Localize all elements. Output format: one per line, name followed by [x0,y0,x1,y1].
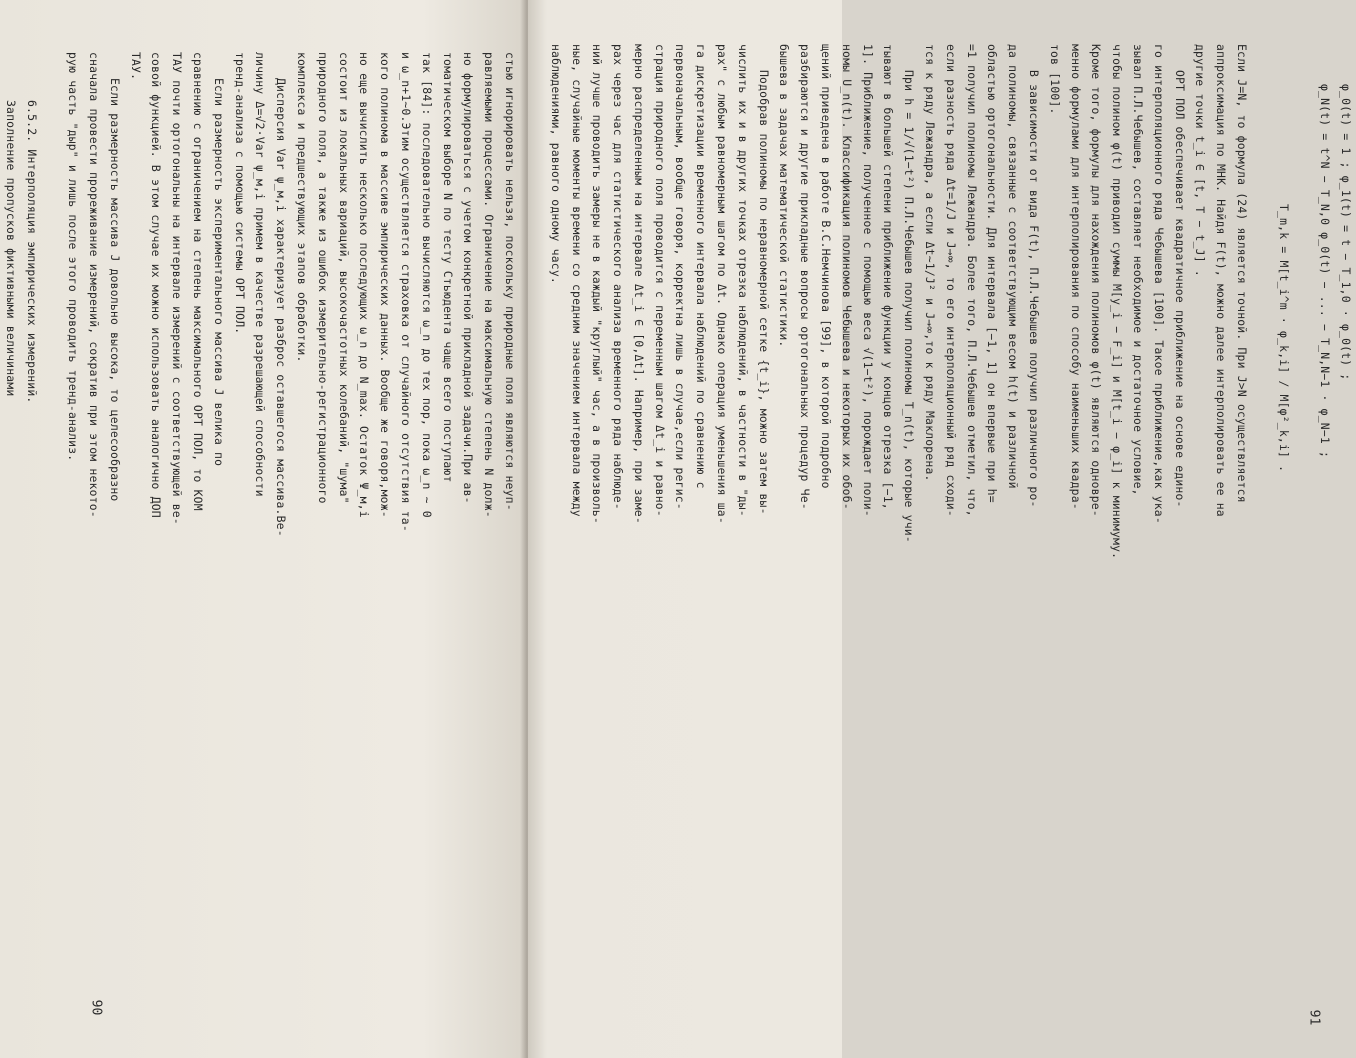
text-line: щений приведена в работе В.С.Немчинова [99], в которой подробно [819,44,834,489]
text-line: бышева в задачах математической статистики. [777,44,792,348]
text-line: сравнению с ограничением на степень максимального ОРТ ПОЛ, то КОМ [191,52,206,511]
text-line: φ_N(t) = t^N − T_N,0 φ_0(t) − ... − T_N,N−1 · φ_N−1 ; [1318,84,1333,459]
left-page-text [0,52,520,1012]
right-page [528,0,1353,1058]
text-line: 1]. Приближение, полученное с помощью веса √(1−t²), порождает поли- [860,44,875,517]
text-line: ТАУ почти ортогональны на интервале измерений с соответствующей ве- [170,52,185,525]
text-line: тренд-анализа с помощью системы ОРТ ПОЛ. [232,52,247,335]
text-line: менно формулами для интерполирования по способу наименьших квадра- [1068,44,1083,510]
text-line: Кроме того, формулы для нахождения полиномов φ(t) являются одновре- [1089,44,1104,517]
text-line: рую часть "дыр" и лишь после этого проводить тренд-анализ. [66,52,81,462]
text-line: Если J=N, то формула (24) является точной. При J>N осуществляется [1235,44,1250,503]
text-line: га дискретизации временного интервала наблюдений по сравнению с [694,44,709,489]
text-line: ТАУ. [128,52,143,81]
text-line: 6.5.2. Интерполяция эмпирических измерений. [24,100,39,404]
text-line: разбираются и другие прикладные вопросы ортогональных процедур Че- [798,44,813,510]
text-line [42,52,63,1012]
text-line: мерно распределенным на интервале Δt_i ∈ [0,Δt]. Например, при заме- [631,44,646,524]
text-line: если разность ряда Δt=1/J и J→∞, то его интерполяционный ряд сходи- [943,44,958,517]
text-line: кого полинома в массиве эмпирических данных. Вообще же говоря,мож- [378,52,393,518]
right-page-text [545,44,1356,1034]
text-line: первоначальным, вообще говоря, корректна лишь в случае,если регис- [673,44,688,510]
text-line: областью ортогональности. Для интервала [−1, 1] он впервые при h= [985,44,1000,503]
text-line: зывал П.Л.Чебышев, составляет необходимое и достаточное условие, [1131,44,1146,496]
text-line: Если размерность массива J довольно высока, то целесообразно [107,78,122,502]
text-line: состоит из локальных вариаций, высокочастотных колебаний, "шума" [336,52,351,504]
text-line: =1 получил полиномы Лежандра. Более того, П.Л.Чебышев отметил, что, [964,44,979,517]
text-line [1294,44,1315,1034]
text-line: но формулироваться с учетом конкретной прикладной задачи.При ав- [461,52,476,504]
text-line: но еще вычислить несколько последующих ω_n до N_max. Остаток Ψ_м,i [357,52,372,518]
right-page-number: 91 [1306,1009,1322,1026]
text-line: В зависимости от вида F(t), П.Л.Чебышев получил различного ро- [1027,70,1042,508]
text-line: При h = 1/√(1−t²) П.Л.Чебышев получил полиномы T_n(t), которые учи- [902,70,917,543]
text-line: номы U_n(t). Классификация полиномов Чебышева и некоторых их обоб- [839,44,854,510]
text-line: природного поля, а также из ошибок измерительно-регистрационного [315,52,330,504]
text-line: T_m,k = M[t_i^m · φ_k,i] / M[φ²_k,i] . [1276,204,1291,473]
text-line: страция природного поля проводится с переменным шагом Δt_i и равно- [652,44,667,517]
text-line: Заполнение пропусков фиктивными величинами [3,100,18,397]
text-line: тывают в большей степени приближение функции у концов отрезка [−1, [881,44,896,510]
text-line: ные, случайные моменты времени со средним значением интервала между [569,44,584,517]
text-line: числить их и в других точках отрезка наблюдений, в частности в "ды- [735,44,750,517]
left-page [0,0,528,1058]
text-line: рах" с любым равномерным шагом по Δt. Однако операция уменьшения ша- [715,44,730,524]
text-line: наблюдениями, равного одному часу. [548,44,563,284]
text-line: комплекса и предшествующих этапов обработки. [295,52,310,363]
left-page-number: 90 [88,999,104,1016]
text-line: так [84]: последовательно вычисляются ω_n до тех пор, пока ω_n ~ 0 [419,52,434,518]
text-line: личину Δ=√2·Var ψ_м,i примем в качестве разрешающей способности [253,52,268,497]
text-line: аппроксимация по МНК. Найдя F(t), можно далее интерполировать ее на [1214,44,1229,517]
text-line: φ_0(t) = 1 ; φ_1(t) = t − T_1,0 · φ_0(t) ; [1339,84,1353,381]
text-line: и ω_n+1~0.Этим осуществляется страховка от случайного отсутствия та- [399,52,414,532]
text-line: рах через час для статистического анализа временного ряда наблюде- [611,44,626,510]
text-line: тов [100]. [1047,44,1062,115]
text-line: ОРТ ПОЛ обеспечивает квадратичное приближение на основе едино- [1172,70,1187,508]
text-line: го интерполяционного ряда Чебышева [100]. Такое приближение,как ука- [1151,44,1166,524]
text-line: равляемыми процессами. Ограничение на максимальную степень N долж- [482,52,497,518]
text-line: стью игнорировать нельзя, поскольку природные поля являются неуп- [503,52,517,511]
text-line: другие точки t_i ∈ [t, T − t_J] . [1193,44,1208,277]
text-line: Если размерность экспериментального массива J велика по [211,78,226,467]
text-line: Подобрав полиномы по неравномерной сетке {t_i}, можно затем вы- [756,70,771,515]
text-line: Дисперсия Var ψ_м,i характеризует разброс оставшегося массива.Ве- [274,78,289,537]
text-line: томатическом выборе N по тесту Стьюдента чаще всего поступают [440,52,455,483]
text-line: сначала провести прореживание измерений, сократив при этом некото- [87,52,102,518]
text-line [1252,44,1273,1034]
text-line: совой функцией. В этом случае их можно использовать аналогично ДОП [149,52,164,518]
text-line: да полиномы, связанные с соответствующим весом h(t) и различной [1006,44,1021,489]
text-line: ний лучше проводить замеры не в каждый "круглый" час, а в произволь- [590,44,605,524]
text-line: тся к ряду Лежандра, а если Δt~1/J² и J→∞,то к ряду Маклорена. [923,44,938,482]
text-line: чтобы полином φ(t) приводил суммы M[y_i − F_i] и M[t_i − φ_i] к минимуму. [1110,44,1125,560]
